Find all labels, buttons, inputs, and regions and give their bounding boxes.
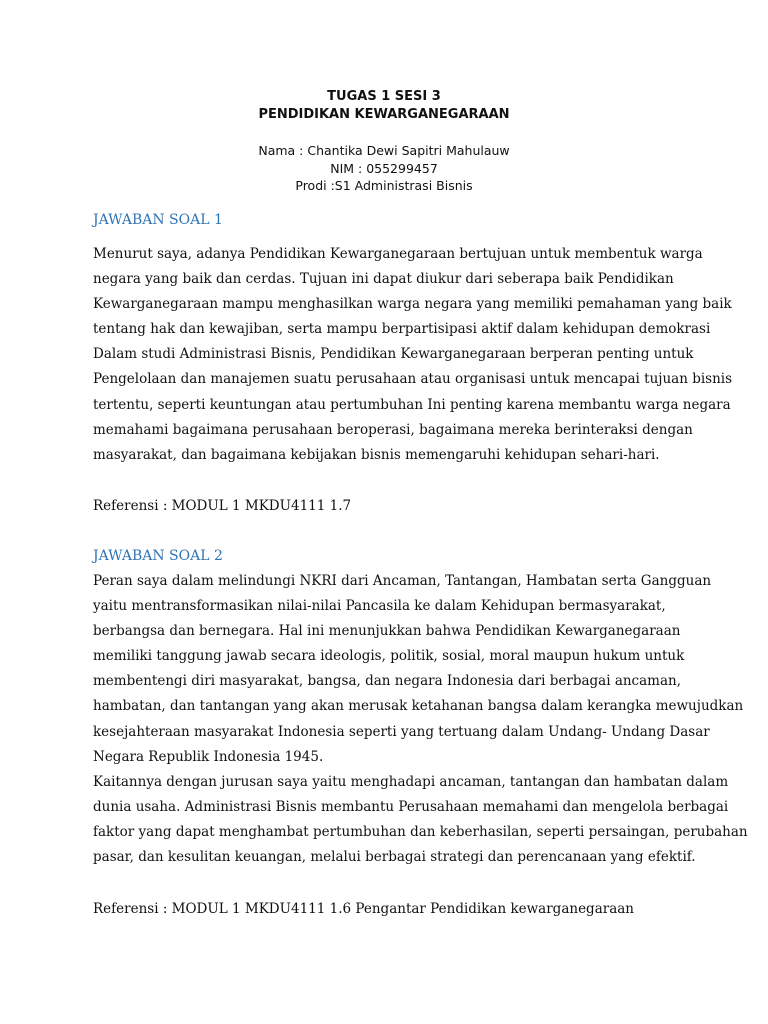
answer-2-line: dunia usaha. Administrasi Bisnis membantu Perusahaan memahami dan mengelola berbagai [93, 798, 729, 815]
answer-1-heading: JAWABAN SOAL 1 [93, 212, 223, 228]
answer-1-reference: Referensi : MODUL 1 MKDU4111 1.7 [93, 498, 352, 514]
answer-1-line: tentang hak dan kewajiban, serta mampu berpartisipasi aktif dalam kehidupan demokrasi [93, 321, 711, 338]
student-nim: NIM : 055299457 [330, 160, 438, 176]
title-line-subject: PENDIDIKAN KEWARGANEGARAAN [258, 107, 510, 122]
answer-2-reference: Referensi : MODUL 1 MKDU4111 1.6 Pengantar Pendidikan kewarganegaraan [93, 901, 634, 917]
document-title [0, 88, 768, 124]
answer-1-line: Menurut saya, adanya Pendidikan Kewarganegaraan bertujuan untuk membentuk warga [93, 246, 703, 262]
answer-2-line: kesejahteraan masyarakat Indonesia seperti yang tertuang dalam Undang- Undang Dasar [93, 723, 710, 740]
answer-1-line: Kewarganegaraan mampu menghasilkan warga negara yang memiliki pemahaman yang baik [93, 296, 732, 313]
student-info [0, 142, 768, 195]
answer-1-line: masyarakat, dan bagaimana kebijakan bisnis memengaruhi kehidupan sehari-hari. [93, 446, 660, 463]
answer-2-line: hambatan, dan tantangan yang akan merusak ketahanan bangsa dalam kerangka mewujudkan [93, 698, 744, 715]
answer-2-line: membentengi diri masyarakat, bangsa, dan negara Indonesia dari berbagai ancaman, [93, 673, 682, 690]
answer-2-line: Peran saya dalam melindungi NKRI dari Ancaman, Tantangan, Hambatan serta Gangguan [93, 573, 712, 589]
answer-1-body [93, 242, 733, 468]
answer-1-line: tertentu, seperti keuntungan atau pertumbuhan Ini penting karena membantu warga negara [93, 396, 731, 413]
student-prodi: Prodi :S1 Administrasi Bisnis [295, 178, 473, 193]
answer-1-line: memahami bagaimana perusahaan beroperasi, bagaimana mereka berinteraksi dengan [93, 421, 693, 438]
answer-2-line: memiliki tanggung jawab secara ideologis, politik, sosial, moral maupun hukum untuk [93, 648, 685, 665]
answer-2-line: pasar, dan kesulitan keuangan, melalui berbagai strategi dan perencanaan yang efektif. [93, 849, 696, 866]
answer-1-line: Dalam studi Administrasi Bisnis, Pendidikan Kewarganegaraan berperan penting untuk [93, 346, 694, 363]
answer-2-line: faktor yang dapat menghambat pertumbuhan dan keberhasilan, seperti persaingan, perubahan [93, 823, 748, 840]
answer-2-line: Negara Republik Indonesia 1945. [93, 748, 324, 765]
answer-1-line: Pengelolaan dan manajemen suatu perusahaan atau organisasi untuk mencapai tujuan bisnis [93, 371, 733, 388]
answer-2-line: Kaitannya dengan jurusan saya yaitu menghadapi ancaman, tantangan dan hambatan dalam [93, 773, 729, 790]
answer-2-line: berbangsa dan bernegara. Hal ini menunjukkan bahwa Pendidikan Kewarganegaraan [93, 623, 681, 640]
answer-2-line: yaitu mentransformasikan nilai-nilai Pancasila ke dalam Kehidupan bermasyarakat, [93, 598, 666, 615]
answer-2-body [93, 569, 748, 870]
answer-1-line: negara yang baik dan cerdas. Tujuan ini dapat diukur dari seberapa baik Pendidikan [93, 271, 674, 288]
student-name: Nama : Chantika Dewi Sapitri Mahulauw [258, 143, 510, 158]
title-line-assignment: TUGAS 1 SESI 3 [327, 89, 441, 104]
answer-2-heading: JAWABAN SOAL 2 [93, 548, 223, 564]
